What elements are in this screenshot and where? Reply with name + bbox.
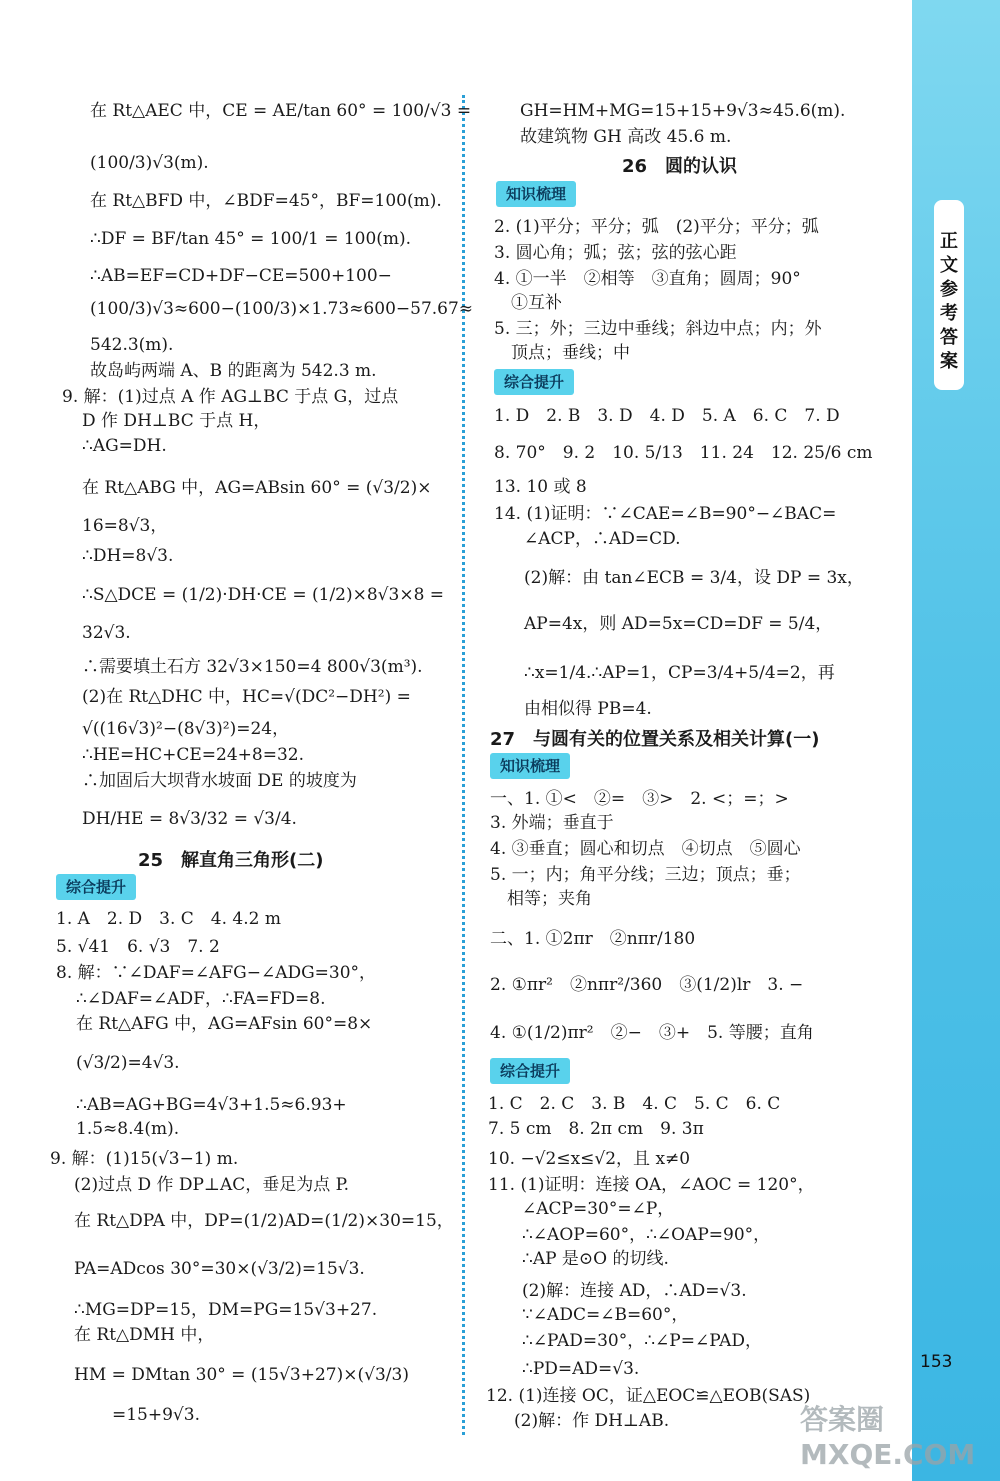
text-line: ∴∠AOP=60°，∴∠OAP=90°，: [522, 1225, 771, 1245]
text-line: ∵∠ADC=∠B=60°，: [522, 1305, 689, 1325]
text-line: 5. √41 6. √3 7. 2: [56, 937, 220, 957]
text-line: 在 Rt△AEC 中，CE = AE/tan 60° = 100/√3 =: [90, 101, 472, 121]
text-line: √((16√3)²−(8√3)²)=24，: [82, 719, 290, 739]
text-line: 5. 三；外；三边中垂线；斜边中点；内；外: [494, 319, 822, 339]
text-line: 13. 10 或 8: [494, 477, 587, 497]
text-line: DH/HE = 8√3/32 = √3/4.: [82, 809, 297, 829]
text-line: ∴DH=8√3.: [82, 546, 174, 566]
text-line: 1.5≈8.4(m).: [76, 1119, 180, 1139]
text-line: ∴HE=HC+CE=24+8=32.: [82, 745, 305, 765]
text-line: 1. C 2. C 3. B 4. C 5. C 6. C: [488, 1094, 781, 1114]
text-line: (2)在 Rt△DHC 中，HC=√(DC²−DH²) =: [82, 687, 411, 707]
badge-zonghe-tisheng: 综合提升: [490, 1058, 570, 1084]
text-line: PA=ADcos 30°=30×(√3/2)=15√3.: [74, 1259, 365, 1279]
text-line: 9. 解：(1)过点 A 作 AG⊥BC 于点 G，过点: [62, 387, 399, 407]
section-title-25: 25 解直角三角形(二): [138, 850, 324, 871]
text-line: (2)解：作 DH⊥AB.: [514, 1411, 670, 1431]
text-line: ∠ACP，∴AD=CD.: [524, 529, 681, 549]
section-title-27: 27 与圆有关的位置关系及相关计算(一): [490, 729, 820, 750]
section-title-26: 26 圆的认识: [622, 156, 738, 177]
text-line: 4. ③垂直；圆心和切点 ④切点 ⑤圆心: [490, 839, 801, 859]
text-line: ∠ACP=30°=∠P，: [522, 1199, 675, 1219]
text-line: 故岛屿两端 A、B 的距离为 542.3 m.: [90, 361, 377, 381]
text-line: 一、1. ①< ②= ③> 2. <；=；>: [490, 789, 789, 809]
text-line: 7. 5 cm 8. 2π cm 9. 3π: [488, 1119, 704, 1139]
text-line: 1. A 2. D 3. C 4. 4.2 m: [56, 909, 281, 929]
sidebar-strip: [912, 0, 1000, 1481]
text-line: 在 Rt△BFD 中，∠BDF=45°，BF=100(m).: [90, 191, 442, 211]
text-line: 32√3.: [82, 623, 131, 643]
text-line: ∴AB=AG+BG=4√3+1.5≈6.93+: [76, 1095, 347, 1115]
text-line: GH=HM+MG=15+15+9√3≈45.6(m).: [520, 101, 846, 121]
text-line: 相等；夹角: [490, 889, 592, 909]
text-line: 2. (1)平分；平分；弧 (2)平分；平分；弧: [494, 217, 819, 237]
text-line: 3. 外端；垂直于: [490, 813, 614, 833]
text-line: AP=4x，则 AD=5x=CD=DF = 5/4，: [524, 614, 833, 634]
text-line: ①互补: [494, 293, 562, 313]
text-line: D 作 DH⊥BC 于点 H，: [82, 411, 271, 431]
text-line: ∴x=1/4.∴AP=1，CP=3/4+5/4=2，再: [524, 663, 835, 683]
text-line: 在 Rt△ABG 中，AG=ABsin 60° = (√3/2)×: [82, 478, 432, 498]
text-line: ∴需要填土石方 32√3×150=4 800√3(m³).: [82, 657, 423, 677]
column-divider: [462, 95, 465, 1435]
text-line: 在 Rt△DMH 中，: [74, 1325, 215, 1345]
text-line: ∴MG=DP=15，DM=PG=15√3+27.: [74, 1300, 378, 1320]
text-line: 顶点；垂线；中: [494, 343, 630, 363]
text-line: 12. (1)连接 OC，证△EOC≌△EOB(SAS): [486, 1386, 811, 1406]
text-line: 4. ①(1/2)πr² ②− ③+ 5. 等腰；直角: [490, 1023, 814, 1043]
text-line: 在 Rt△DPA 中，DP=(1/2)AD=(1/2)×30=15，: [74, 1211, 454, 1231]
text-line: ∴∠DAF=∠ADF，∴FA=FD=8.: [76, 989, 326, 1009]
text-line: ∴S△DCE = (1/2)·DH·CE = (1/2)×8√3×8 =: [82, 585, 445, 605]
page-number: 153: [920, 1352, 953, 1372]
text-line: (100/3)√3≈600−(100/3)×1.73≈600−57.67≈: [90, 299, 474, 319]
text-line: 3. 圆心角；弧；弦；弦的弦心距: [494, 243, 737, 263]
text-line: 在 Rt△AFG 中，AG=AFsin 60°=8×: [76, 1014, 373, 1034]
text-line: 8. 70° 9. 2 10. 5/13 11. 24 12. 25/6 cm: [494, 443, 873, 463]
text-line: 1. D 2. B 3. D 4. D 5. A 6. C 7. D: [494, 406, 840, 426]
text-line: 2. ①πr² ②nπr²/360 ③(1/2)lr 3. −: [490, 975, 804, 995]
text-line: 二、1. ①2πr ②nπr/180: [490, 929, 696, 949]
text-line: ∴PD=AD=√3.: [522, 1359, 640, 1379]
text-line: (√3/2)=4√3.: [76, 1053, 180, 1073]
text-line: 8. 解：∵∠DAF=∠AFG−∠ADG=30°，: [56, 963, 377, 983]
text-line: 5. 一；内；角平分线；三边；顶点；垂；: [490, 865, 801, 885]
text-line: 9. 解：(1)15(√3−1) m.: [50, 1149, 239, 1169]
text-line: 4. ①一半 ②相等 ③直角；圆周；90°: [494, 269, 801, 289]
badge-zhishi-shuli: 知识梳理: [496, 181, 576, 207]
badge-zonghe-tisheng: 综合提升: [56, 874, 136, 900]
badge-zhishi-shuli: 知识梳理: [490, 753, 570, 779]
text-line: (2)过点 D 作 DP⊥AC，垂足为点 P.: [74, 1175, 350, 1195]
text-line: ∴加固后大坝背水坡面 DE 的坡度为: [82, 771, 357, 791]
text-line: 故建筑物 GH 高改 45.6 m.: [520, 127, 732, 147]
text-line: ∴AG=DH.: [82, 436, 167, 456]
text-line: ∴DF = BF/tan 45° = 100/1 = 100(m).: [90, 229, 412, 249]
sidebar-tab-label: 正文参考答案: [934, 200, 964, 390]
text-line: 16=8√3，: [82, 516, 168, 536]
text-line: =15+9√3.: [112, 1405, 200, 1425]
text-line: 由相似得 PB=4.: [524, 699, 652, 719]
text-line: 11. (1)证明：连接 OA，∠AOC = 120°，: [488, 1175, 815, 1195]
badge-zonghe-tisheng: 综合提升: [494, 369, 574, 395]
watermark-logo: 答案圈 MXQE.COM: [800, 1403, 976, 1471]
text-line: HM = DMtan 30° = (15√3+27)×(√3/3): [74, 1365, 409, 1385]
text-line: ∴AP 是⊙O 的切线.: [522, 1249, 669, 1269]
text-line: (2)解：由 tan∠ECB = 3/4，设 DP = 3x，: [524, 568, 864, 588]
text-line: (2)解：连接 AD，∴AD=√3.: [522, 1281, 747, 1301]
text-line: ∴AB=EF=CD+DF−CE=500+100−: [90, 266, 392, 286]
text-line: (100/3)√3(m).: [90, 153, 209, 173]
text-line: 14. (1)证明：∵∠CAE=∠B=90°−∠BAC=: [494, 504, 837, 524]
text-line: 10. −√2≤x≤√2，且 x≠0: [488, 1149, 691, 1169]
text-line: 542.3(m).: [90, 335, 174, 355]
text-line: ∴∠PAD=30°，∴∠P=∠PAD，: [522, 1331, 762, 1351]
